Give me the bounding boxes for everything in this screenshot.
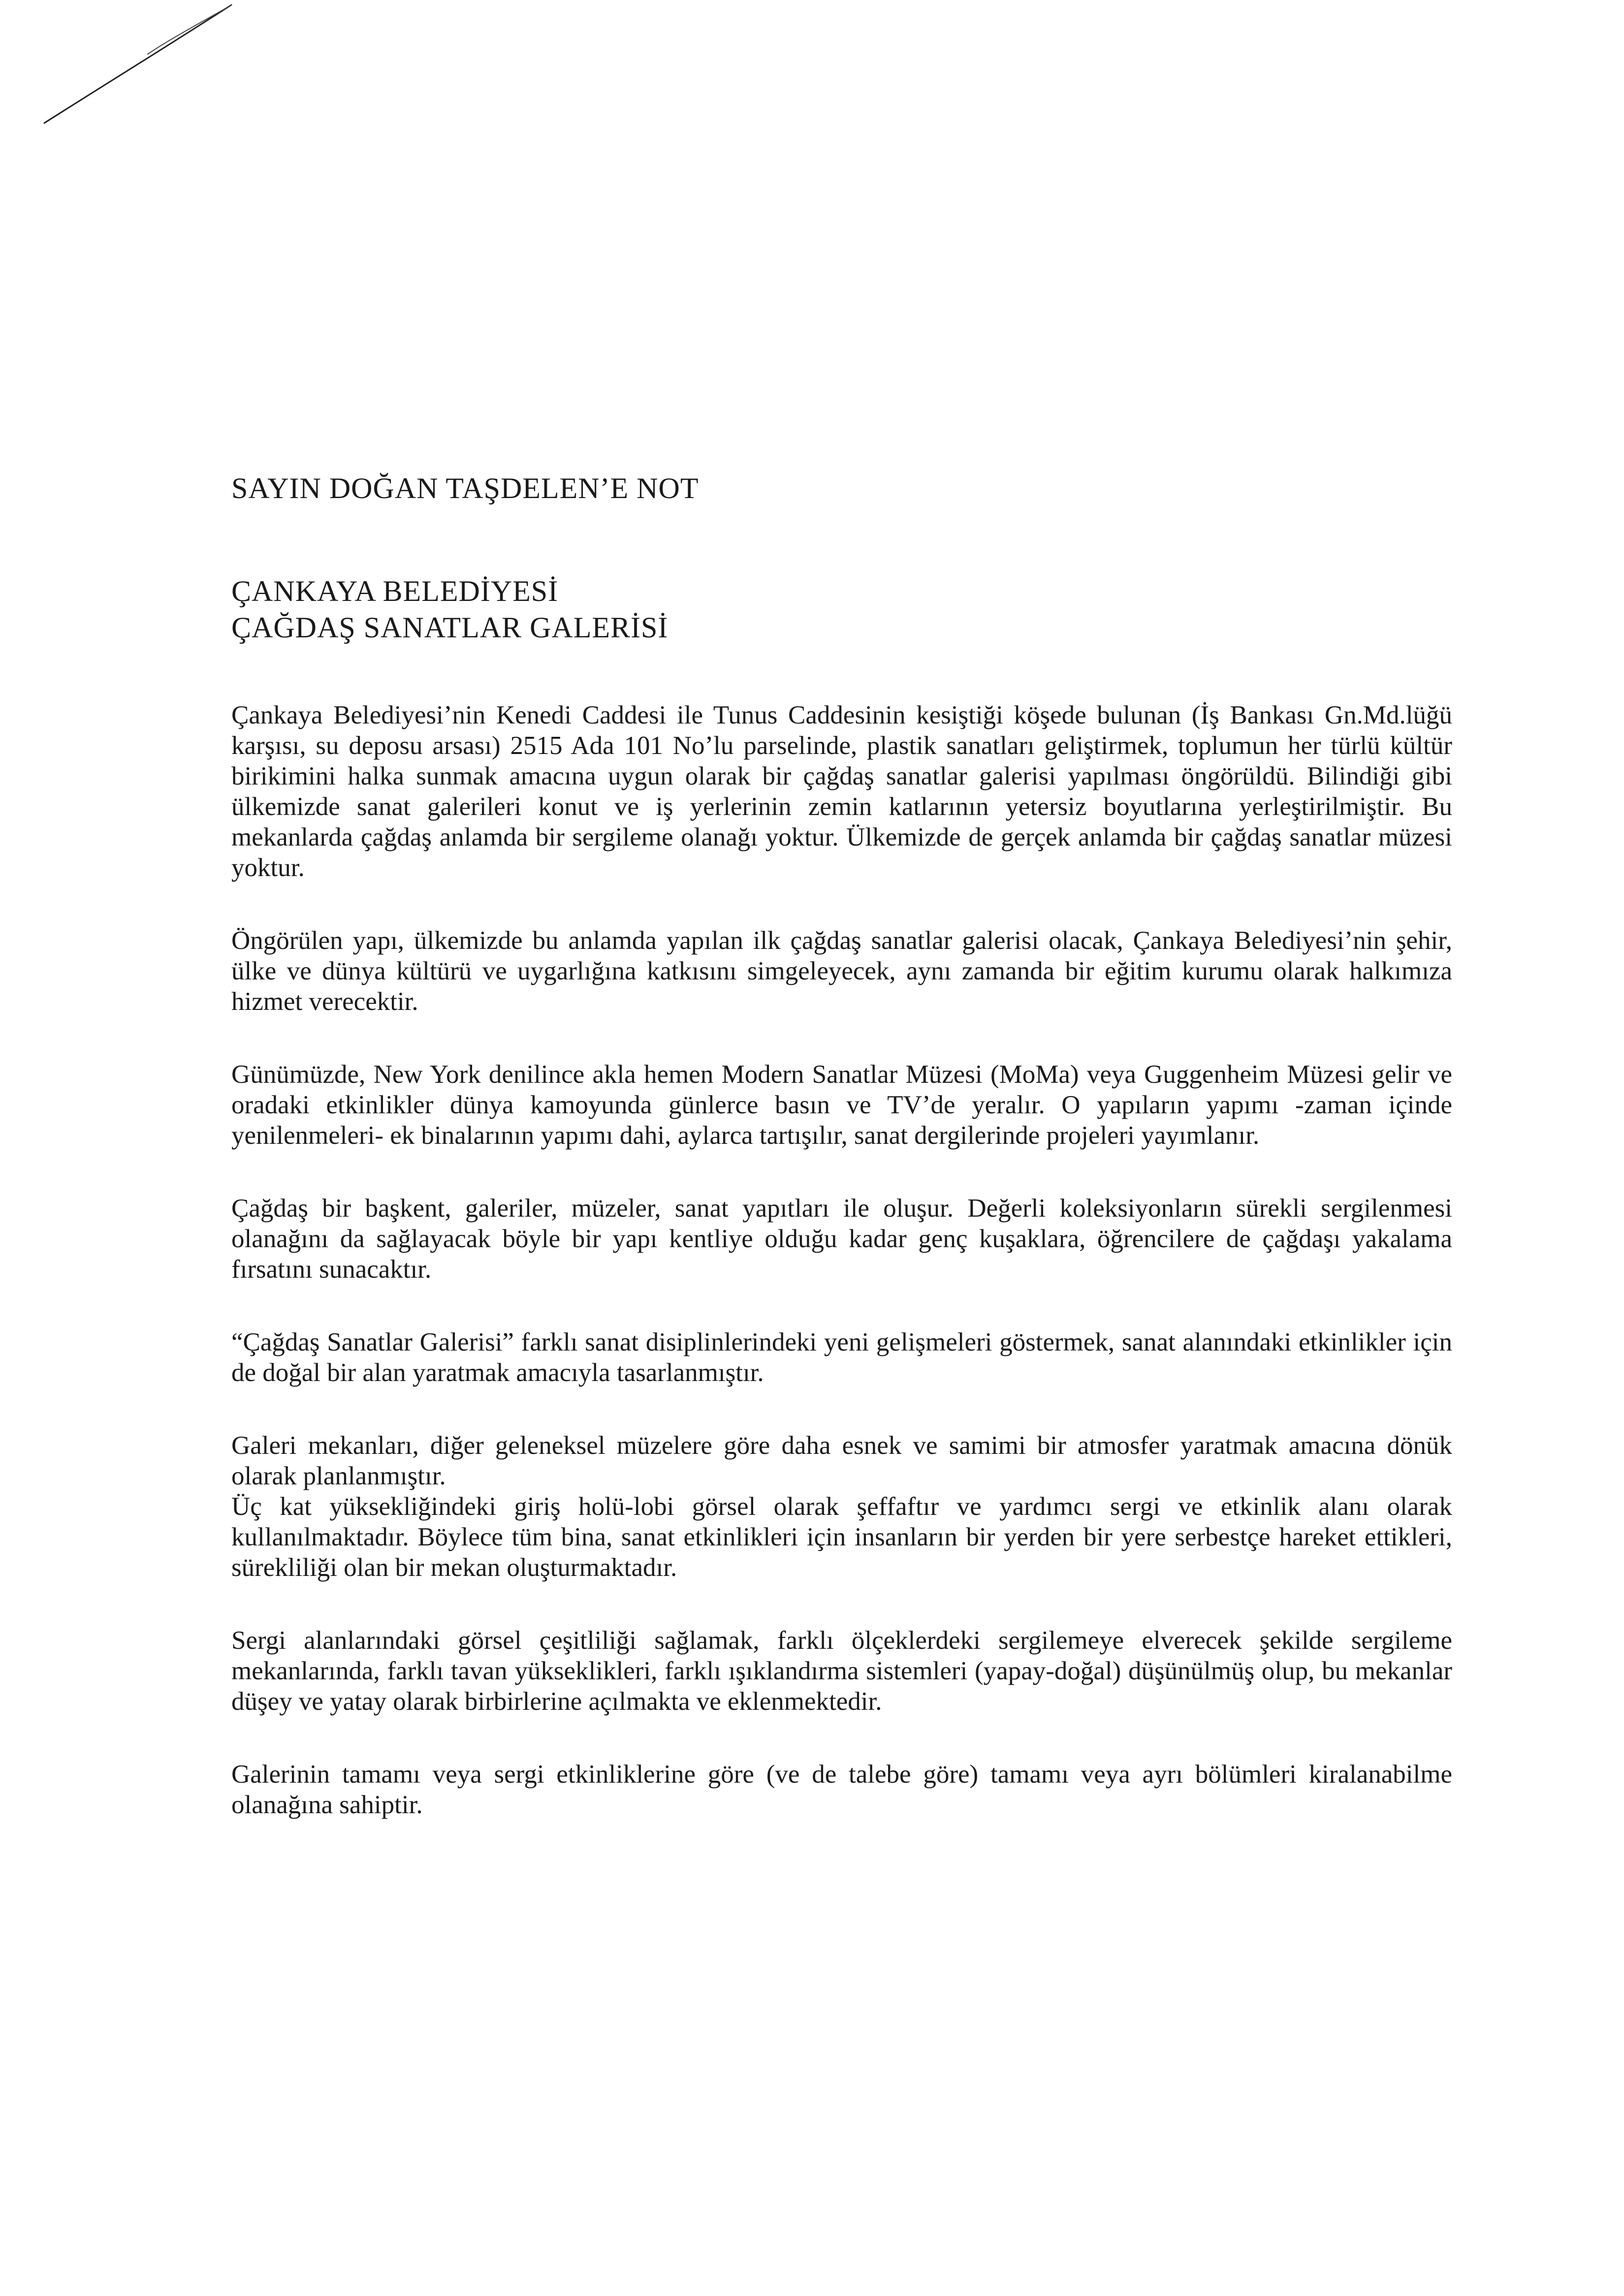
paragraph: Öngörülen yapı, ülkemizde bu anlamda yapılan ilk çağdaş sanatlar galerisi olacak, Çankaya Belediyesi’nin şehir, ülke ve dünya kültürü ve uygarlığına katkısını simgeleyecek, aynı zamanda bir eğitim kurumu olarak halkımıza hizmet verecektir. — [231, 926, 1452, 1016]
paragraph: Galeri mekanları, diğer geleneksel müzelere göre daha esnek ve samimi bir atmosfer yaratmak amacına dönük olarak planlanmıştır. — [231, 1431, 1452, 1490]
paragraph: Çağdaş bir başkent, galeriler, müzeler, sanat yapıtları ile oluşur. Değerli koleksiyonların sürekli sergilenmesi olanağını da sağlayacak böyle bir yapı kentliye olduğu kadar genç kuşaklara, öğrencilere de çağdaşı yakalama fırsatını sunacaktır. — [231, 1194, 1452, 1284]
document-body — [231, 470, 1452, 1862]
pen-stroke-mark — [0, 0, 295, 157]
paragraph: Üç kat yüksekliğindeki giriş holü-lobi görsel olarak şeffaftır ve yardımcı sergi ve etkinlik alanı olarak kullanılmaktadır. Böylece tüm bina, sanat etkinlikleri için insanların bir yerden bir yere serbestçe hareket ettikleri, sürekliliği olan bir mekan oluşturmaktadır. — [231, 1492, 1452, 1582]
note-title: SAYIN DOĞAN TAŞDELEN’E NOT — [231, 472, 699, 504]
paragraph: “Çağdaş Sanatlar Galerisi” farklı sanat disiplinlerindeki yeni gelişmeleri göstermek, sanat alanındaki etkinlikler için de doğal bir alan yaratmak amacıyla tasarlanmıştır. — [231, 1328, 1452, 1387]
organization-heading — [231, 573, 1452, 646]
gallery-name: ÇAĞDAŞ SANATLAR GALERİSİ — [231, 611, 669, 644]
paragraph: Galerinin tamamı veya sergi etkinliklerine göre (ve de talebe göre) tamamı veya ayrı bölümleri kiralanabilme olanağına sahiptir. — [231, 1760, 1452, 1819]
paragraph: Günümüzde, New York denilince akla hemen Modern Sanatlar Müzesi (MoMa) veya Guggenheim Müzesi gelir ve oradaki etkinlikler dünya kamoyunda günlerce basın ve TV’de yeralır. O yapıların yapımı -zaman içinde yenilenmeleri- ek binalarının yapımı dahi, aylarca tartışılır, sanat dergilerinde projeleri yayımlanır. — [231, 1060, 1452, 1150]
paragraph: Çankaya Belediyesi’nin Kenedi Caddesi ile Tunus Caddesinin kesiştiği köşede bulunan (İş Bankası Gn.Md.lüğü karşısı, su deposu arsası) 2515 Ada 101 No’lu parselinde, plastik sanatları geliştirmek, toplumun her türlü kültür birikimini halka sunmak amacına uygun olarak bir çağdaş sanatlar galerisi yapılması öngörüldü. Bilindiği gibi ülkemizde sanat galerileri konut ve iş yerlerinin zemin katlarının yetersiz boyutlarına yerleştirilmiştir. Bu mekanlarda çağdaş anlamda bir sergileme olanağı yoktur. Ülkemizde de gerçek anlamda bir çağdaş sanatlar müzesi yoktur. — [231, 701, 1452, 882]
paragraph: Sergi alanlarındaki görsel çeşitliliği sağlamak, farklı ölçeklerdeki sergilemeye elverecek şekilde sergileme mekanlarında, farklı tavan yükseklikleri, farklı ışıklandırma sistemleri (yapay-doğal) düşünülmüş olup, bu mekanlar düşey ve yatay olarak birbirlerine açılmakta ve eklenmektedir. — [231, 1626, 1452, 1716]
organization-name: ÇANKAYA BELEDİYESİ — [231, 575, 559, 607]
